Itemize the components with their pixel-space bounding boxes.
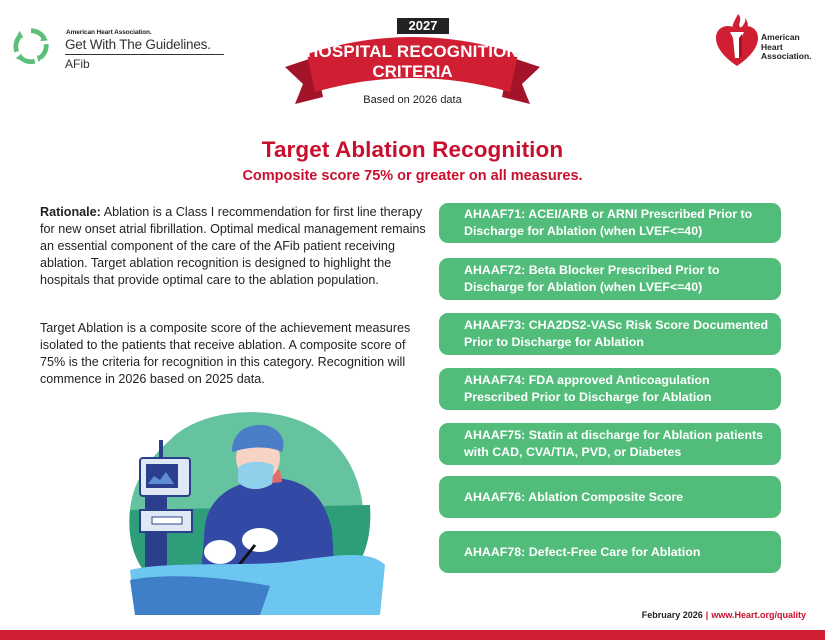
footer-date: February 2026 [641, 610, 703, 620]
measure-code: AHAAF72: [464, 263, 526, 277]
measure-code: AHAAF78 [464, 544, 522, 559]
measure-description: : Defect-Free Care for Ablation [521, 544, 701, 559]
aha-wordmark-line-1: American [761, 32, 800, 42]
measure-ahaaf78 [439, 531, 781, 573]
banner-line-1: HOSPITAL RECOGNITION [305, 42, 520, 61]
measure-code: AHAAF74 [464, 373, 522, 387]
measure-ahaaf75 [439, 423, 781, 465]
measure-text [464, 262, 771, 296]
page-subtitle: Composite score 75% or greater on all measures. [242, 168, 583, 184]
aha-org-name: American Heart Association. [66, 29, 152, 36]
gwtg-afib-logo [12, 24, 222, 74]
footer-separator: | [705, 610, 709, 620]
surgeon-illustration [110, 400, 400, 615]
banner-line-2: CRITERIA [372, 62, 453, 81]
measure-text [464, 372, 771, 406]
heart-torch-icon [714, 12, 760, 68]
measure-ahaaf72 [439, 258, 781, 300]
measure-ahaaf73 [439, 313, 781, 355]
page-title: Target Ablation Recognition [261, 137, 564, 162]
measure-description: CHA2DS2-VASc Risk Score Documented Prior to Discharge for Ablation [464, 318, 769, 349]
measure-description: : Ablation Composite Score [521, 489, 684, 504]
measure-text [464, 427, 771, 461]
recognition-criteria-banner [285, 12, 540, 112]
rationale-text: Ablation is a Class I recommendation for first line therapy for new onset atrial fibrillation. Optimal medical management remains an essential component of the care of the AFib patient receiving ablation. Target ablation recognition is designed to highlight the hospitals that provide optimal care to the ablation population. [40, 205, 426, 287]
measure-ahaaf71 [439, 203, 781, 243]
measure-description: ACEI/ARB or ARNI Prescribed Prior to Discharge for Ablation (when LVEF<=40) [464, 207, 753, 238]
measure-description: : FDA approved Anticoagulation Prescribed Prior to Discharge for Ablation [464, 373, 712, 404]
measure-text [464, 317, 771, 351]
rationale-label: Rationale: [40, 205, 101, 219]
measure-description: : Statin at discharge for Ablation patients with CAD, CVA/TIA, PVD, or Diabetes [464, 428, 764, 459]
recycle-arrows-icon [12, 27, 50, 65]
measure-ahaaf74 [439, 368, 781, 410]
gwtg-module-name: AFib [65, 57, 90, 71]
measure-text [464, 489, 683, 506]
measure-description: Beta Blocker Prescribed Prior to Discharge for Ablation (when LVEF<=40) [464, 263, 720, 294]
banner-year: 2027 [397, 18, 449, 34]
footer-bar [0, 630, 825, 640]
measure-code: AHAAF73: [464, 318, 526, 332]
rationale-paragraph [40, 204, 430, 289]
composite-paragraph: Target Ablation is a composite score of the achievement measures isolated to the patients that receive ablation. A composite score of 75% is the criteria for recognition in this category. Recognition will commence in 2026 based on 2025 data. [40, 321, 411, 386]
aha-wordmark [761, 33, 812, 62]
measure-text [464, 206, 771, 240]
footer-info [642, 610, 806, 620]
measure-code: AHAAF71: [464, 207, 526, 221]
aha-wordmark-line-2: Heart [761, 41, 783, 52]
measure-ahaaf76 [439, 476, 781, 518]
measure-code: AHAAF75 [464, 428, 522, 442]
gwtg-program-name: Get With The Guidelines. [65, 37, 224, 55]
measure-code: AHAAF76 [464, 489, 522, 504]
based-on-data-text: Based on 2026 data [363, 94, 462, 106]
american-heart-association-logo [714, 12, 814, 68]
footer-url-link[interactable]: www.Heart.org/quality [711, 610, 806, 620]
aha-wordmark-line-3: Association. [761, 51, 812, 61]
measure-text [464, 544, 700, 561]
